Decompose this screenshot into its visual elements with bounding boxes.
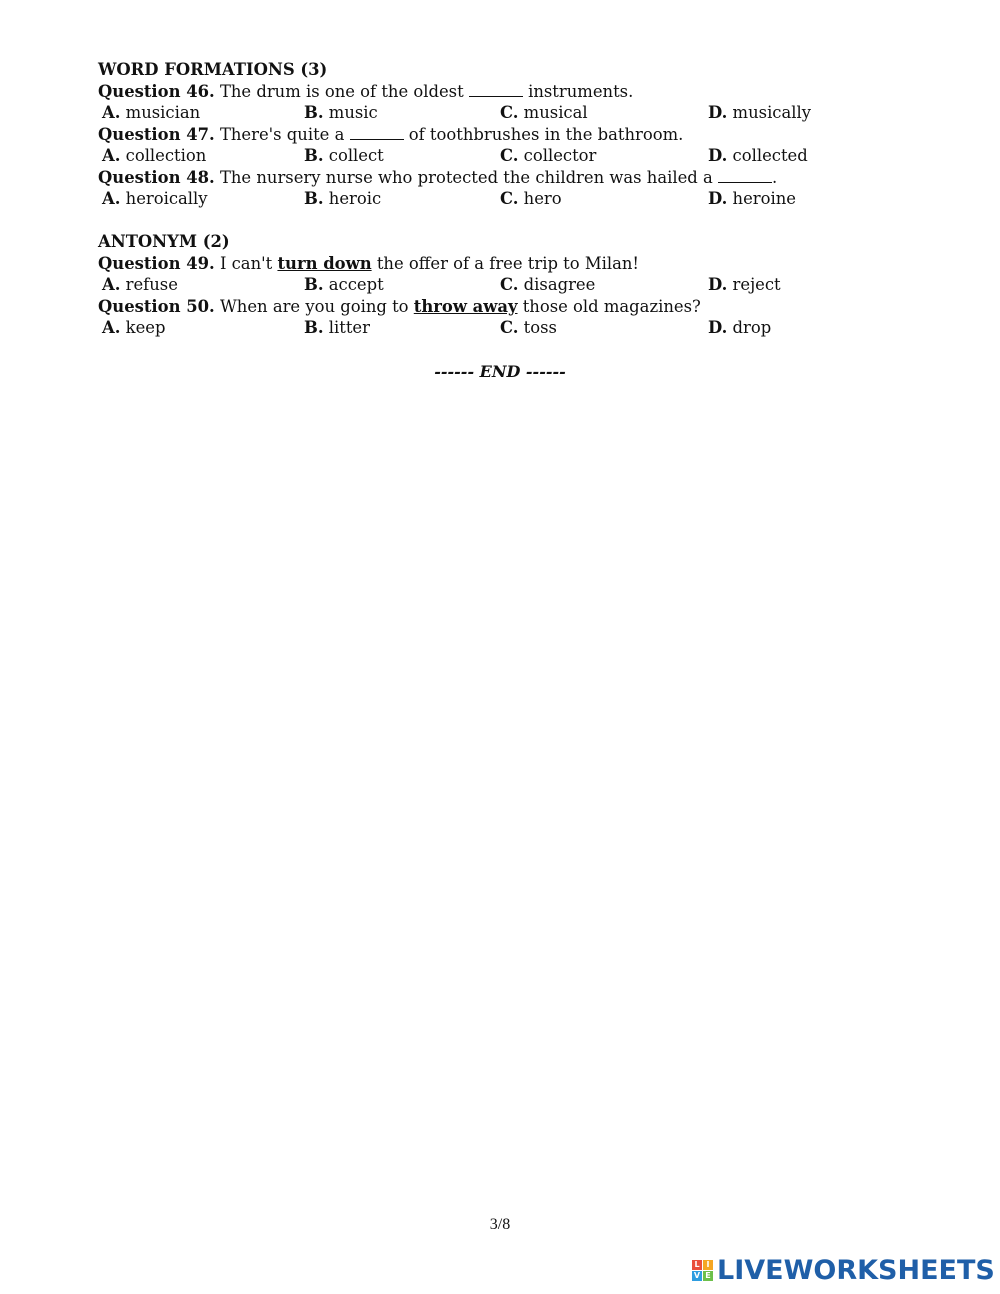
option-d[interactable]: D. heroine [708,189,797,208]
logo-mark-cell: L [692,1260,702,1270]
end-marker: ------ END ------ [434,362,566,381]
section-title-word-formations: WORD FORMATIONS (3) [98,60,328,79]
question-48 [98,167,918,189]
keyword: turn down [277,253,372,273]
question-label: Question 49. [98,253,215,273]
question-text-post: of toothbrushes in the bathroom. [403,124,684,144]
option-c[interactable]: C. disagree [500,275,596,294]
option-c[interactable]: C. toss [500,318,557,337]
section-title-antonym: ANTONYM (2) [98,232,230,251]
answer-blank[interactable] [718,169,772,183]
page-number: 3/8 [489,1216,511,1233]
question-label: Question 50. [98,296,215,316]
option-b[interactable]: B. accept [304,275,384,294]
question-text-post: the offer of a free trip to Milan! [371,253,639,273]
option-b[interactable]: B. litter [304,318,370,337]
question-label: Question 46. [98,81,215,101]
option-c[interactable]: C. musical [500,103,588,122]
question-text-pre: The drum is one of the oldest [214,81,469,101]
option-c[interactable]: C. collector [500,146,597,165]
options-47 [98,145,918,167]
option-c[interactable]: C. hero [500,189,562,208]
options-49 [98,274,918,296]
question-text-post: those old magazines? [517,296,701,316]
options-46 [98,102,918,124]
option-a[interactable]: A. keep [102,318,166,337]
question-46 [98,81,918,103]
option-b[interactable]: B. heroic [304,189,382,208]
options-50 [98,317,918,339]
question-text-pre: I can't [214,253,278,273]
logo-mark-cell: E [703,1271,713,1281]
logo-mark-cell: V [693,1270,701,1280]
question-text-post: instruments. [522,81,634,101]
option-d[interactable]: D. reject [708,275,781,294]
answer-blank[interactable] [350,126,404,140]
option-a[interactable]: A. refuse [102,275,178,294]
option-d[interactable]: D. drop [708,318,772,337]
option-b[interactable]: B. collect [304,146,384,165]
option-a[interactable]: A. heroically [102,189,208,208]
option-a[interactable]: A. collection [102,146,207,165]
question-49 [98,253,918,275]
liveworksheets-logo[interactable] [692,1255,995,1285]
question-text-pre: When are you going to [214,296,414,316]
option-a[interactable]: A. musician [102,103,201,122]
question-text-post: . [771,167,778,187]
logo-text: LIVEWORKSHEETS [717,1254,995,1286]
question-label: Question 47. [98,124,215,144]
option-b[interactable]: B. music [304,103,378,122]
logo-mark-cell: I [703,1260,713,1270]
option-d[interactable]: D. collected [708,146,808,165]
section-spacer [98,210,918,232]
keyword: throw away [413,296,518,316]
question-text-pre: There's quite a [214,124,350,144]
question-50 [98,296,918,318]
question-text-pre: The nursery nurse who protected the children was hailed a [214,167,718,187]
logo-mark-icon [692,1260,713,1281]
option-d[interactable]: D. musically [708,103,812,122]
question-47 [98,124,918,146]
worksheet-content [98,59,918,339]
options-48 [98,188,918,210]
answer-blank[interactable] [469,83,523,97]
question-label: Question 48. [98,167,215,187]
